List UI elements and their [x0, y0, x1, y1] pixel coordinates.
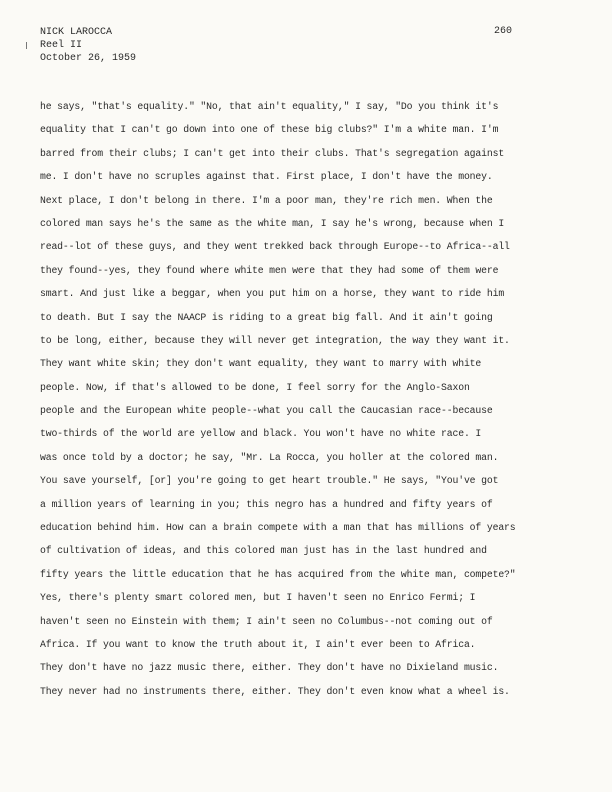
transcript-line: people. Now, if that's allowed to be done, I feel sorry for the Anglo-Saxon: [40, 381, 470, 393]
transcript-line: to death. But I say the NAACP is riding to a great big fall. And it ain't going: [40, 311, 493, 323]
page-number: 260: [494, 26, 513, 37]
reel-label: Reel II: [40, 40, 83, 51]
transcript-line: They don't have no jazz music there, either. They don't have no Dixieland music.: [40, 662, 499, 674]
transcript-line: of cultivation of ideas, and this colored man just has in the last hundred and: [40, 545, 487, 557]
interviewee-name: NICK LAROCCA: [40, 27, 113, 38]
transcript-line: They never had no instruments there, either. They don't even know what a wheel is.: [40, 685, 510, 697]
transcript-line: Next place, I don't belong in there. I'm a poor man, they're rich men. When the: [40, 194, 493, 206]
transcript-line: they found--yes, they found where white men were that they had some of them were: [40, 264, 499, 276]
transcript-line: Yes, there's plenty smart colored men, but I haven't seen no Enrico Fermi; I: [40, 592, 476, 604]
transcript-line: two-thirds of the world are yellow and black. You won't have no white race. I: [40, 428, 482, 440]
transcript-line: fifty years the little education that he has acquired from the white man, compete?": [40, 568, 516, 580]
transcript-body: [40, 95, 600, 703]
transcript-line: me. I don't have no scruples against that. First place, I don't have the money.: [40, 171, 493, 183]
transcript-line: was once told by a doctor; he say, "Mr. La Rocca, you holler at the colored man.: [40, 451, 499, 463]
margin-mark: [26, 42, 27, 49]
page-header: [40, 26, 136, 65]
transcript-line: he says, "that's equality." "No, that ain't equality," I say, "Do you think it's: [40, 101, 499, 112]
transcript-line: colored man says he's the same as the white man, I say he's wrong, because when I: [40, 217, 505, 229]
interview-date: October 26, 1959: [40, 53, 137, 64]
transcript-line: smart. And just like a beggar, when you put him on a horse, they want to ride him: [40, 288, 505, 300]
transcript-line: read--lot of these guys, and they went trekked back through Europe--to Africa--all: [40, 241, 510, 253]
transcript-line: You save yourself, [or] you're going to get heart trouble." He says, "You've got: [40, 475, 499, 487]
transcript-line: They want white skin; they don't want equality, they want to marry with white: [40, 358, 482, 370]
transcript-line: haven't seen no Einstein with them; I ain't seen no Columbus--not coming out of: [40, 615, 493, 627]
transcript-line: education behind him. How can a brain compete with a man that has millions of years: [40, 522, 516, 534]
transcript-line: barred from their clubs; I can't get into their clubs. That's segregation against: [40, 147, 505, 159]
transcript-line: people and the European white people--what you call the Caucasian race--because: [40, 405, 493, 417]
transcript-line: Africa. If you want to know the truth about it, I ain't ever been to Africa.: [40, 638, 476, 650]
transcript-line: a million years of learning in you; this negro has a hundred and fifty years of: [40, 498, 493, 510]
transcript-line: to be long, either, because they will never get integration, the way they want it.: [40, 334, 510, 346]
transcript-line: equality that I can't go down into one of these big clubs?" I'm a white man. I'm: [40, 124, 499, 136]
